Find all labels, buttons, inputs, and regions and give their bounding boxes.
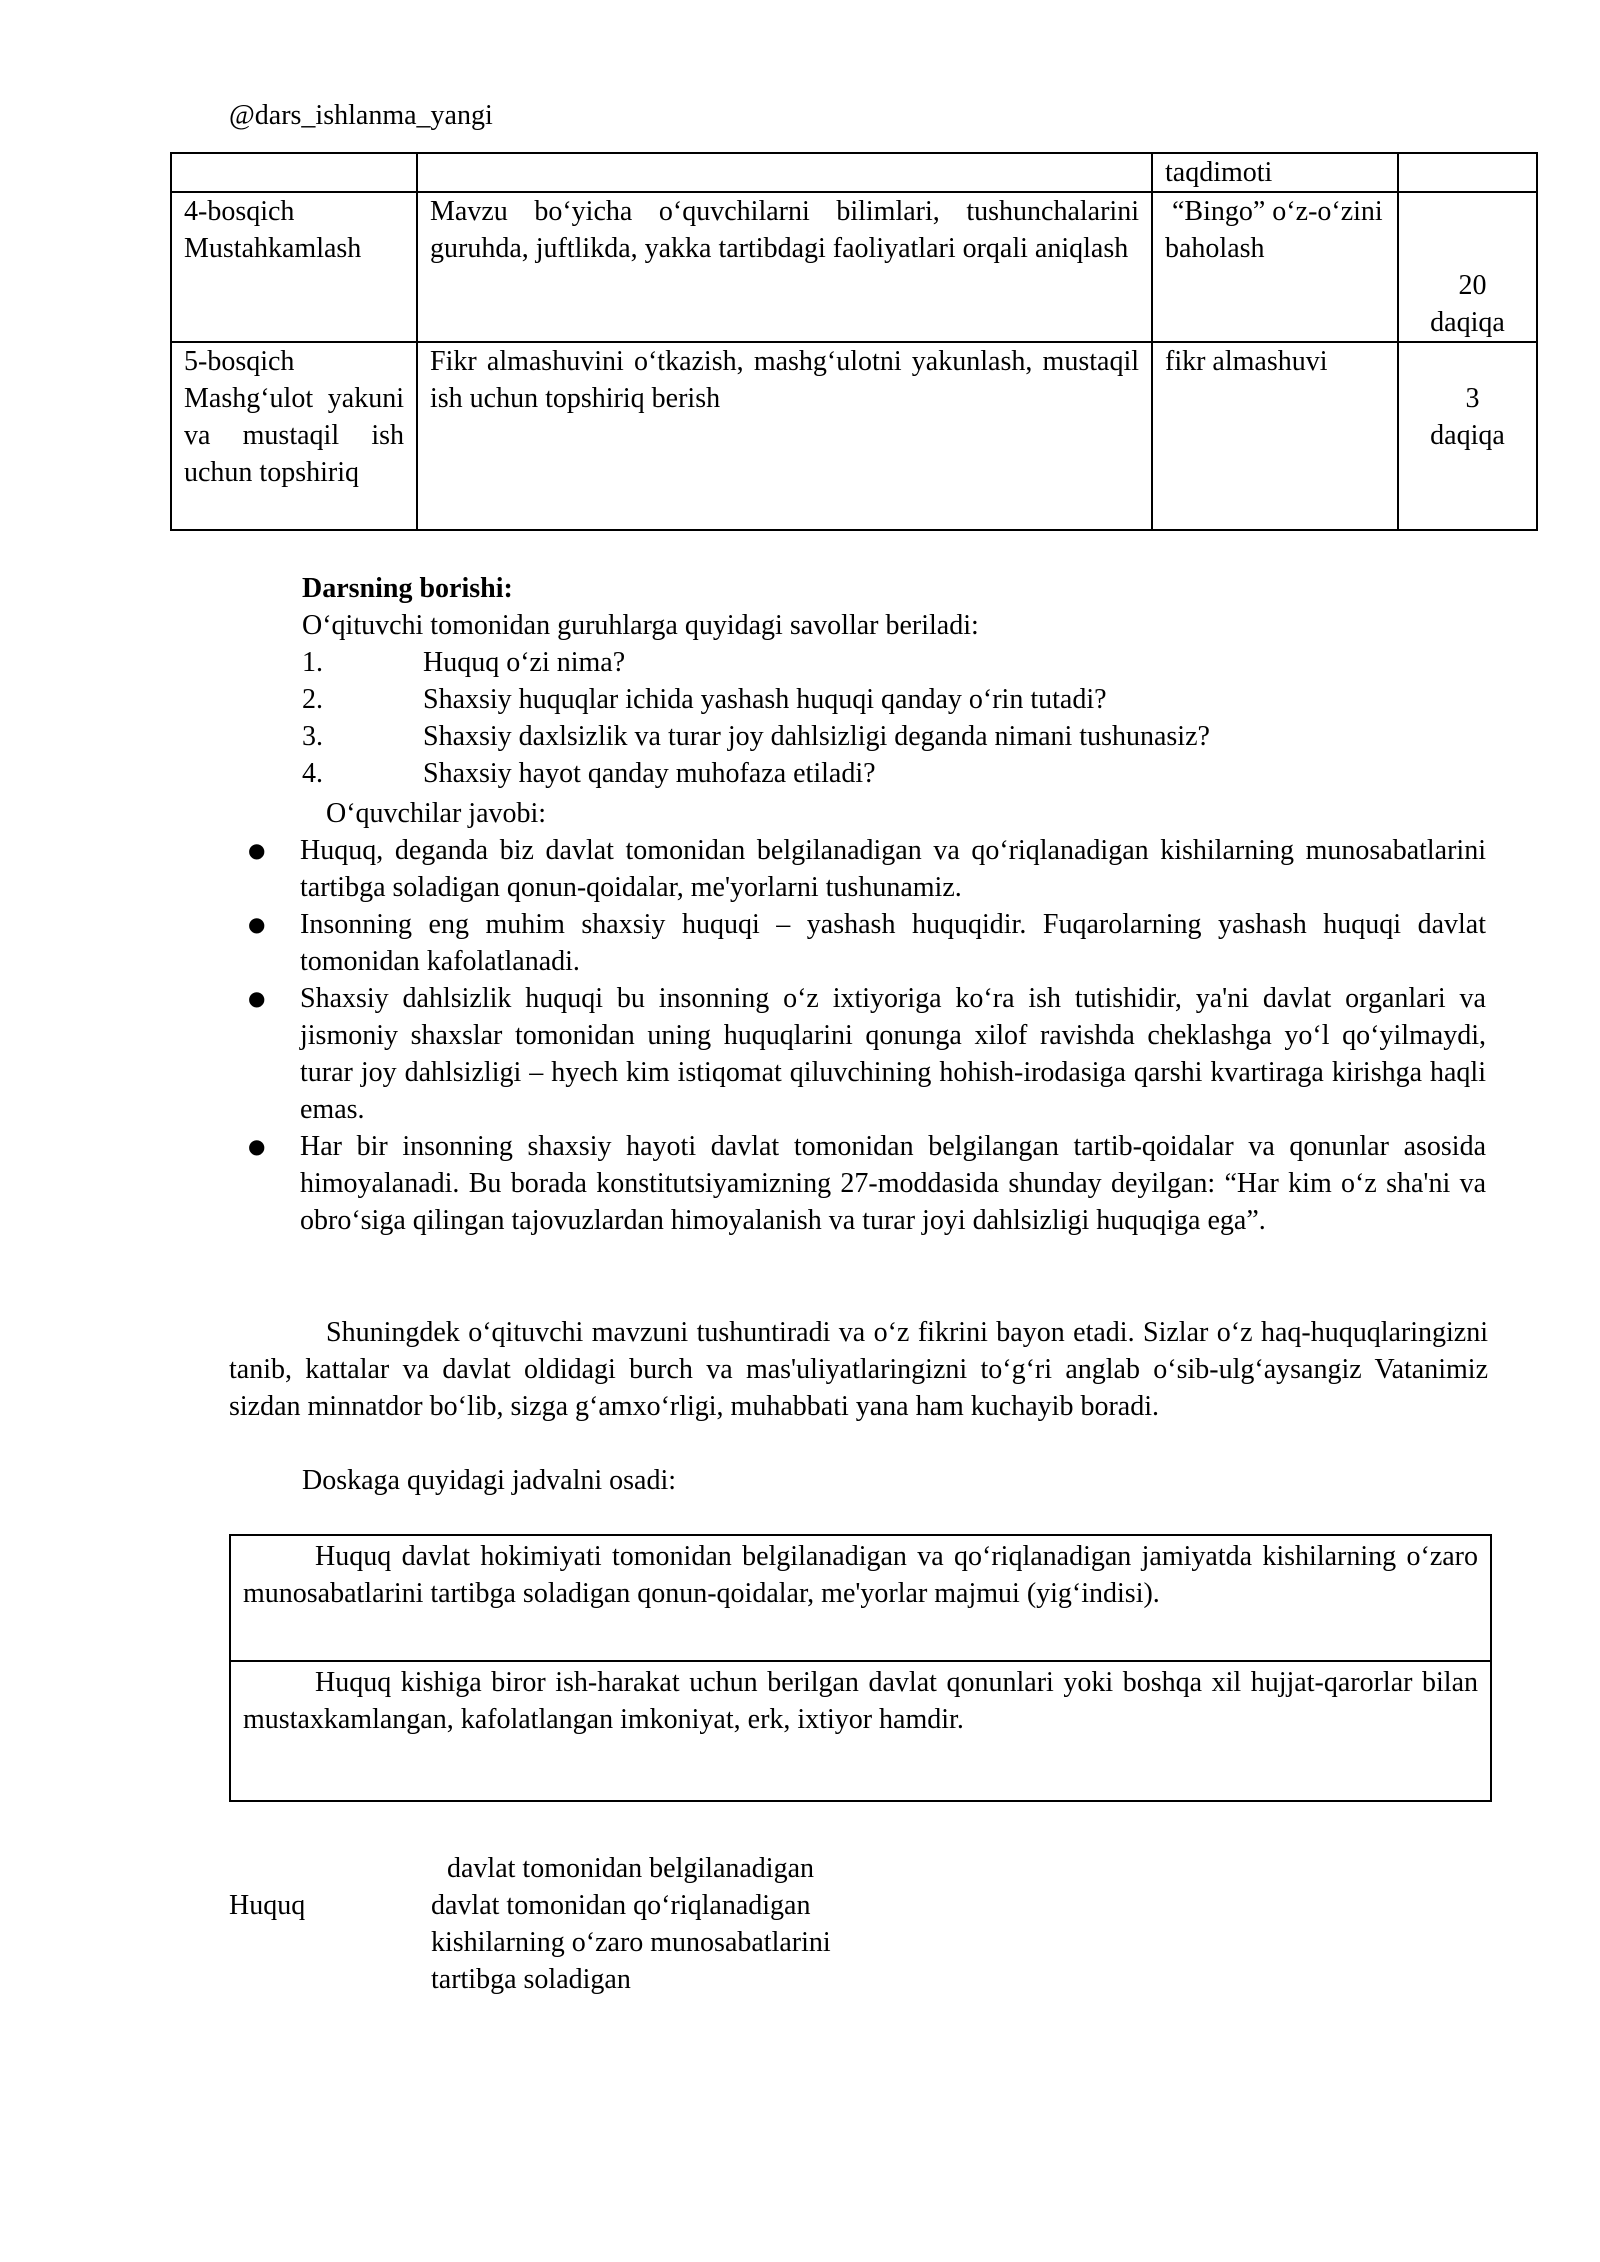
stage-cell: 5-bosqich Mashg‘ulot yakuni va mustaqil ish uchun topshiriq (171, 342, 417, 530)
activity-cell: Fikr almashuvini o‘tkazish, mashg‘ulotni yakunlash, mustaqil ish uchun topshiriq berish (417, 342, 1152, 530)
table-row (171, 153, 1537, 192)
method-cell: “Bingo” o‘z-o‘zini baholash (1152, 192, 1398, 342)
activity-cell: Mavzu bo‘yicha o‘quvchilarni bilimlari, tushunchalarini guruhda, juftlikda, yakka tartibdagi faoliyatlari orqali aniqlash (417, 192, 1152, 342)
time-cell (1398, 192, 1537, 342)
table-cell (417, 153, 1152, 192)
table-row (171, 192, 1537, 342)
scheme-term: Huquq (229, 1890, 306, 1921)
board-intro: Doskaga quyidagi jadvalni osadi: (302, 1465, 677, 1496)
list-item: ● Har bir insonning shaxsiy hayoti davlat tomonidan belgilangan tartib-qoidalar va qonunlar asosida himoyalanadi. Bu borada konstitutsiyamizning 27-moddasida shunday deyilgan: “Har kim o‘z sha'ni va obro‘siga qilingan tajovuzlardan himoyalanish va turar joyi dahlsizligi huquqiga ega”. (300, 1128, 1486, 1239)
lesson-stages-table (170, 152, 1538, 531)
definition-table (229, 1534, 1492, 1802)
list-item: 1. Huquq o‘zi nima? (302, 647, 626, 678)
list-item: 3. Shaxsiy daxlsizlik va turar joy dahlsizligi deganda nimani tushunasiz? (302, 721, 1210, 752)
table-row (171, 342, 1537, 530)
list-item: 4. Shaxsiy hayot qanday muhofaza etiladi? (302, 758, 876, 789)
answers-list (300, 832, 1486, 1239)
time-cell (1398, 342, 1537, 530)
intro-text: O‘qituvchi tomonidan guruhlarga quyidagi savollar beriladi: (302, 610, 979, 641)
list-item: ● Huquq, deganda biz davlat tomonidan belgilanadigan va qo‘riqlanadigan kishilarning munosabatlarini tartibga soladigan qonun-qoidalar, me'yorlarni tushunamiz. (300, 832, 1486, 906)
scheme-item: tartibga soladigan (431, 1964, 631, 1995)
time-number: 20 (1458, 270, 1487, 301)
time-unit: daqiqa (1430, 307, 1505, 338)
table-cell: taqdimoti (1152, 153, 1398, 192)
table-cell (1398, 153, 1537, 192)
method-cell: fikr almashuvi (1152, 342, 1398, 530)
scheme-item: kishilarning o‘zaro munosabatlarini (431, 1927, 831, 1958)
scheme-item: davlat tomonidan qo‘riqlanadigan (431, 1890, 811, 1921)
channel-header: @dars_ishlanma_yangi (229, 100, 493, 131)
questions-list (302, 644, 1210, 792)
table-cell (171, 153, 417, 192)
stage-cell: 4-bosqich Mustahkamlash (171, 192, 417, 342)
time-unit: daqiqa (1430, 420, 1505, 451)
scheme-item: davlat tomonidan belgilanadigan (447, 1853, 815, 1884)
list-item: ● Insonning eng muhim shaxsiy huquqi – yashash huquqidir. Fuqarolarning yashash huquqi davlat tomonidan kafolatlanadi. (300, 906, 1486, 980)
list-item: 2. Shaxsiy huquqlar ichida yashash huquqi qanday o‘rin tutadi? (302, 684, 1107, 715)
definition-row: Huquq kishiga biror ish-harakat uchun berilgan davlat qonunlari yoki boshqa xil hujjat-qarorlar bilan mustaxkamlangan, kafolatlangan imkoniyat, erk, ixtiyor hamdir. (243, 1667, 1478, 1735)
answers-heading: O‘quvchilar javobi: (326, 798, 547, 829)
explanation-paragraph: Shuningdek o‘qituvchi mavzuni tushuntiradi va o‘z fikrini bayon etadi. Sizlar o‘z haq-huquqlaringizni tanib, kattalar va davlat oldidagi burch va mas'uliyatlaringizni to‘g‘ri anglab o‘sib-ulg‘aysangiz Vatanimiz sizdan minnatdor bo‘lib, sizga g‘amxo‘rligi, muhabbati yana ham kuchayib boradi. (229, 1317, 1488, 1422)
time-number: 3 (1465, 383, 1480, 414)
section-heading: Darsning borishi: (302, 573, 513, 604)
list-item: ● Shaxsiy dahlsizlik huquqi bu insonning o‘z ixtiyoriga ko‘ra ish tutishidir, ya'ni davlat organlari va jismoniy shaxslar tomonidan uning huquqlarini qonunga xilof ravishda cheklashga yo‘l qo‘yilmaydi, turar joy dahlsizligi – hyech kim istiqomat qiluvchining hohish-irodasiga qarshi kvartiraga kirishga haqli emas. (300, 980, 1486, 1128)
definition-row: Huquq davlat hokimiyati tomonidan belgilanadigan va qo‘riqlanadigan jamiyatda kishilarning o‘zaro munosabatlarini tartibga soladigan qonun-qoidalar, me'yorlar majmui (yig‘indisi). (231, 1536, 1490, 1662)
